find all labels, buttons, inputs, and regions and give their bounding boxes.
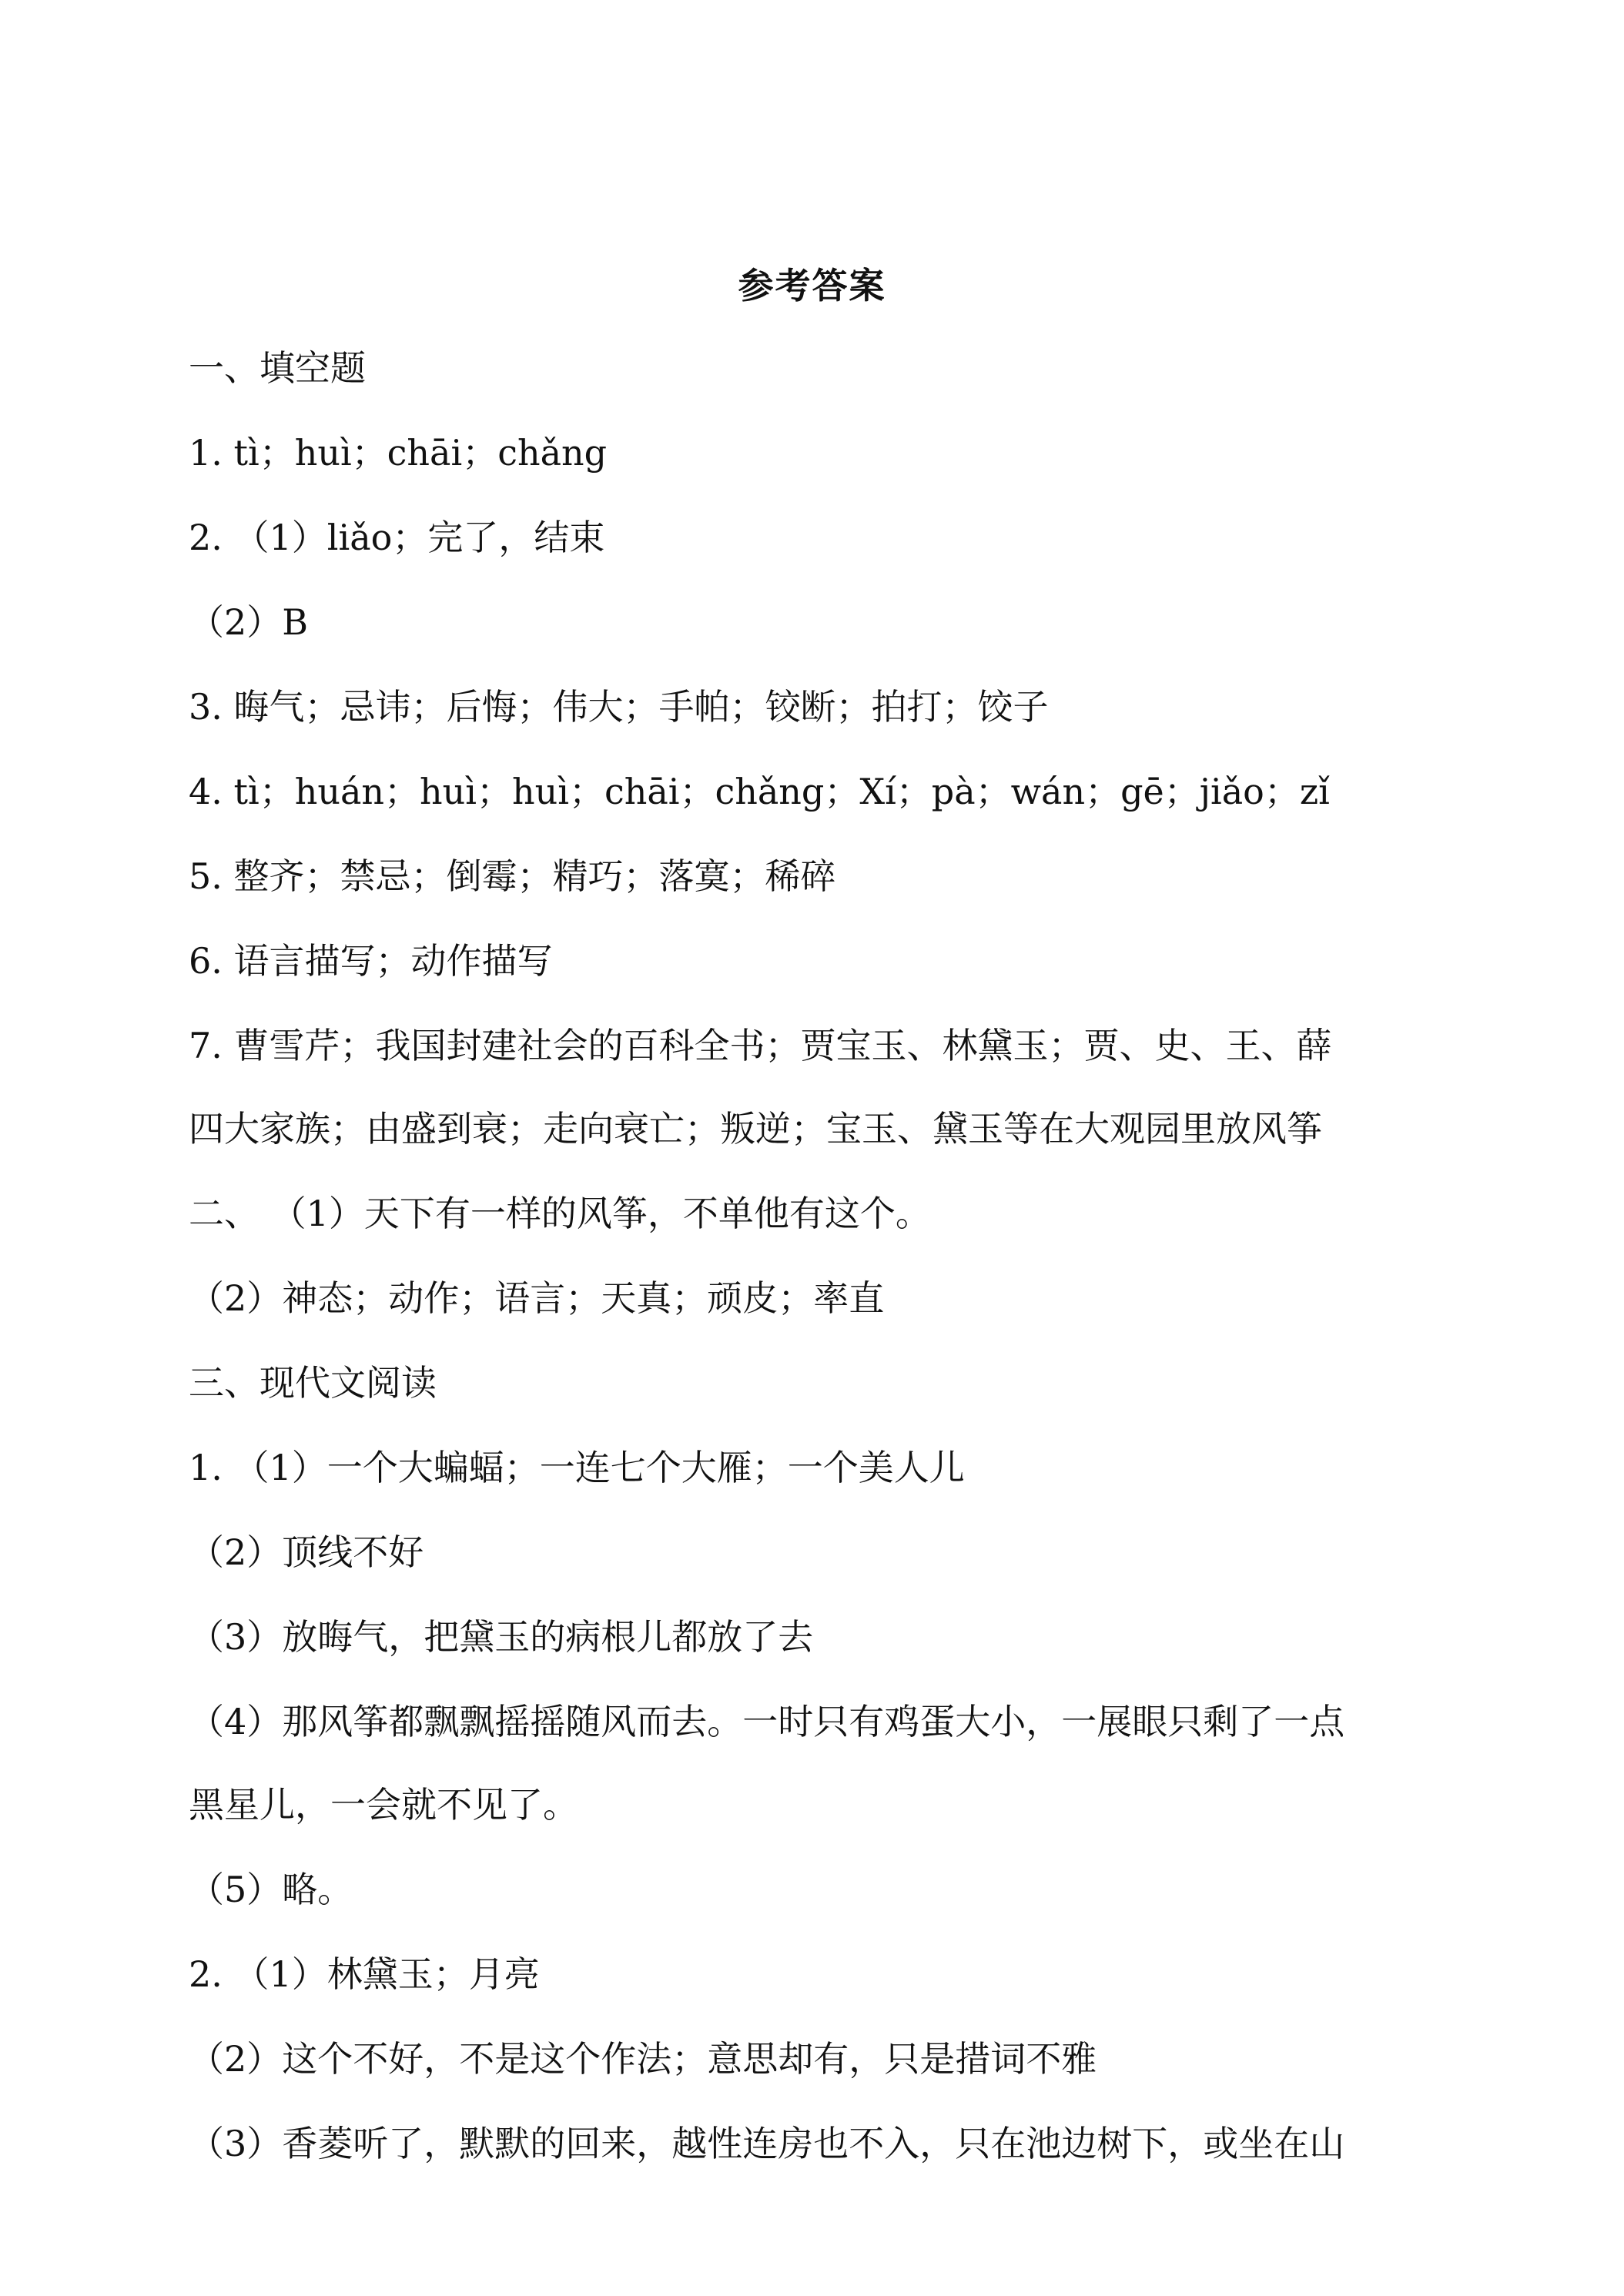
- answer-line-r1-3: （3）放晦气，把黛玉的病根儿都放了去: [189, 1616, 814, 1658]
- answer-line-1: 1. tì；huì；chāi；chǎng: [189, 432, 608, 474]
- answer-line-r2: 2. （1）林黛玉；月亮: [189, 1953, 540, 1995]
- answer-line-r1-2: （2）顶线不好: [189, 1531, 424, 1573]
- answer-line-r2-3: （3）香菱听了，默默的回来，越性连房也不入，只在池边树下，或坐在山: [189, 2123, 1345, 2164]
- answer-line-r1-5: （5）略。: [189, 1869, 353, 1910]
- answer-line-two-2: （2）神态；动作；语言；天真；顽皮；率直: [189, 1277, 885, 1319]
- section-heading-fill-blank: 一、填空题: [189, 347, 366, 389]
- page-title: 参考答案: [738, 265, 886, 306]
- answer-line-r1-4: （4）那风筝都飘飘摇摇随风而去。一时只有鸡蛋大小，一展眼只剩了一点: [189, 1701, 1345, 1742]
- answer-line-r2-2: （2）这个不好，不是这个作法；意思却有，只是措词不雅: [189, 2038, 1097, 2080]
- section-heading-reading: 三、现代文阅读: [189, 1362, 437, 1404]
- answer-line-5: 5. 整齐；禁忌；倒霉；精巧；落寞；稀碎: [189, 855, 836, 897]
- answer-line-2-2: （2）B: [189, 601, 309, 643]
- answer-line-7-cont: 四大家族；由盛到衰；走向衰亡；叛逆；宝玉、黛玉等在大观园里放风筝: [189, 1108, 1322, 1150]
- section-heading-two: 二、 （1）天下有一样的风筝，不单他有这个。: [189, 1193, 931, 1234]
- answer-line-3: 3. 晦气；忌讳；后悔；伟大；手帕；铰断；拍打；饺子: [189, 686, 1049, 728]
- answer-line-6: 6. 语言描写；动作描写: [189, 940, 553, 982]
- answer-line-4: 4. tì；huán；huì；huì；chāi；chǎng；Xí；pà；wán；gē；jiǎo；zǐ: [189, 771, 1330, 812]
- answer-line-r1-4-cont: 黑星儿，一会就不见了。: [189, 1784, 578, 1826]
- answer-line-r1: 1. （1）一个大蝙蝠；一连七个大雁；一个美人儿: [189, 1447, 965, 1488]
- answer-line-2: 2. （1）liǎo；完了，结束: [189, 517, 605, 558]
- answer-line-7: 7. 曹雪芹；我国封建社会的百科全书；贾宝玉、林黛玉；贾、史、王、薛: [189, 1025, 1332, 1066]
